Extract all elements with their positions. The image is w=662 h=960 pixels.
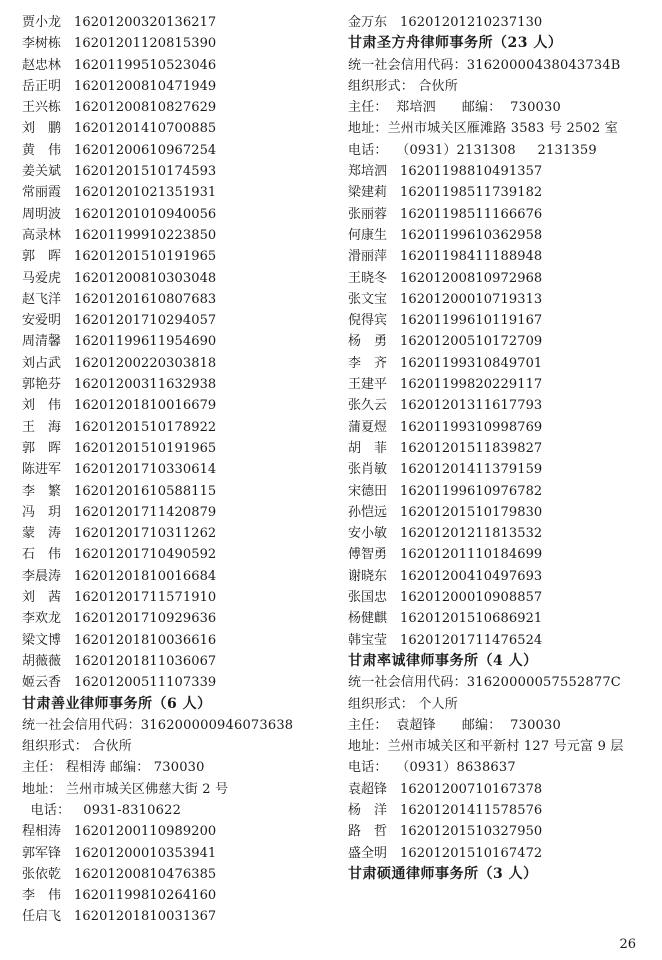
lawyer-name: 胡薇薇 xyxy=(22,653,62,669)
license-number: 16201200510172709 xyxy=(400,334,543,350)
license-number: 16201201410700885 xyxy=(74,121,217,137)
lawyer-entry xyxy=(22,353,340,374)
firm-title-shuotong: 甘肃硕通律师事务所（3 人） xyxy=(348,865,538,882)
license-number: 16201201711420879 xyxy=(74,504,217,520)
license-number: 16201201120815390 xyxy=(74,36,217,52)
lawyer-name: 周明波 xyxy=(22,206,62,222)
lawyer-entry xyxy=(348,800,648,821)
lawyer-name: 李 繁 xyxy=(22,483,62,499)
lawyer-entry xyxy=(348,481,648,502)
license-number: 16201201211813532 xyxy=(400,526,543,542)
firm-org-form: 组织形式： 合伙所 xyxy=(348,78,458,94)
lawyer-entry xyxy=(348,417,648,438)
lawyer-entry xyxy=(348,821,648,842)
lawyer-name: 郑培泗 xyxy=(348,164,388,180)
lawyer-entry xyxy=(348,331,648,352)
lawyer-list-shuaicheng xyxy=(348,779,648,864)
lawyer-entry xyxy=(22,33,340,54)
license-number: 16201199310998769 xyxy=(400,419,543,435)
lawyer-entry xyxy=(22,140,340,161)
lawyer-entry xyxy=(22,821,340,842)
license-number: 16201199610119167 xyxy=(400,313,543,329)
license-number: 16201200710167378 xyxy=(400,781,543,797)
lawyer-entry xyxy=(22,459,340,480)
lawyer-entry xyxy=(348,630,648,651)
firm-director: 主任： 程相涛 邮编： 730030 xyxy=(22,760,205,776)
license-number: 16201200311632938 xyxy=(74,377,217,393)
license-number: 16201201021351931 xyxy=(74,185,217,201)
license-number: 16201201510174593 xyxy=(74,164,217,180)
lawyer-name: 杨 勇 xyxy=(348,334,388,350)
lawyer-name: 谢晓东 xyxy=(348,568,388,584)
lawyer-name: 盛全明 xyxy=(348,845,388,861)
lawyer-name: 杨健麒 xyxy=(348,611,388,627)
right-column xyxy=(348,12,648,885)
license-number: 16201198511739182 xyxy=(400,185,543,201)
license-number: 16201201610588115 xyxy=(74,483,217,499)
lawyer-name: 岳正明 xyxy=(22,78,62,94)
lawyer-entry xyxy=(22,502,340,523)
lawyer-name: 高录林 xyxy=(22,227,62,243)
license-number: 16201201710490592 xyxy=(74,547,217,563)
lawyer-entry xyxy=(22,672,340,693)
license-number: 16201201210237130 xyxy=(400,15,543,30)
lawyer-name: 李 齐 xyxy=(348,355,388,371)
license-number: 16201200810827629 xyxy=(74,100,217,116)
left-column xyxy=(22,12,340,928)
lawyer-name: 蒙 涛 xyxy=(22,526,62,542)
lawyer-entry xyxy=(22,395,340,416)
license-number: 16201200010908857 xyxy=(400,590,543,606)
lawyer-entry xyxy=(348,246,648,267)
lawyer-entry xyxy=(22,566,340,587)
lawyer-name: 梁建莉 xyxy=(348,185,388,201)
license-number: 16201201810031367 xyxy=(74,909,217,925)
license-number: 16201198810491357 xyxy=(400,164,543,180)
firm-credit-code: 统一社会信用代码：316200000946073638 xyxy=(22,717,294,733)
license-number: 16201200810476385 xyxy=(74,866,217,882)
lawyer-entry xyxy=(22,587,340,608)
firm-org-form: 组织形式： 合伙所 xyxy=(22,739,132,755)
lawyer-name: 张丽蓉 xyxy=(348,206,388,222)
lawyer-name: 蒲夏煜 xyxy=(348,419,388,435)
lawyer-name: 袁超锋 xyxy=(348,781,388,797)
lawyer-name: 杨 洋 xyxy=(348,802,388,818)
license-number: 16201201510167472 xyxy=(400,845,543,861)
license-number: 16201200410497693 xyxy=(400,568,543,584)
lawyer-entry xyxy=(348,523,648,544)
license-number: 16201201710929636 xyxy=(74,611,217,627)
license-number: 16201201510686921 xyxy=(400,611,543,627)
firm-phone: 电话： 0931-8310622 xyxy=(22,802,182,818)
license-number: 16201199910223850 xyxy=(74,227,217,243)
license-number: 16201200110989200 xyxy=(74,824,217,840)
lawyer-entry xyxy=(348,438,648,459)
license-number: 16201201810016679 xyxy=(74,398,217,414)
lawyer-name: 郭军锋 xyxy=(22,845,62,861)
license-number: 16201201610807683 xyxy=(74,291,217,307)
lawyer-entry xyxy=(348,204,648,225)
license-number: 16201201510179830 xyxy=(400,504,543,520)
lawyer-name: 赵忠林 xyxy=(22,57,62,73)
lawyer-entry xyxy=(348,779,648,800)
lawyer-name: 姬云香 xyxy=(22,675,62,691)
lawyer-name: 王晓冬 xyxy=(348,270,388,286)
license-number: 16201200010353941 xyxy=(74,845,217,861)
license-number: 16201198511166676 xyxy=(400,206,543,222)
lawyer-entry xyxy=(348,843,648,864)
lawyer-entry xyxy=(22,12,340,33)
lawyer-name: 冯 玥 xyxy=(22,504,62,520)
lawyer-name: 张文宝 xyxy=(348,291,388,307)
firm-org-form: 组织形式： 个人所 xyxy=(348,696,458,712)
lawyer-name: 张依乾 xyxy=(22,866,62,882)
lawyer-entry xyxy=(22,118,340,139)
license-number: 16201199310849701 xyxy=(400,355,543,371)
license-number: 16201201510178922 xyxy=(74,419,217,435)
lawyer-name: 李晨涛 xyxy=(22,568,62,584)
lawyer-entry xyxy=(22,885,340,906)
lawyer-entry xyxy=(348,161,648,182)
license-number: 16201200320136217 xyxy=(74,15,217,30)
license-number: 16201200220303818 xyxy=(74,355,217,371)
license-number: 16201199610362958 xyxy=(400,227,543,243)
lawyer-entry xyxy=(22,289,340,310)
lawyer-name: 郭艳芬 xyxy=(22,377,62,393)
lawyer-entry xyxy=(22,310,340,331)
license-number: 16201201510191965 xyxy=(74,249,217,265)
lawyer-name: 李欢龙 xyxy=(22,611,62,627)
license-number: 16201199510523046 xyxy=(74,57,217,73)
lawyer-entry xyxy=(22,97,340,118)
lawyer-entry xyxy=(22,438,340,459)
lawyer-name: 赵飞洋 xyxy=(22,291,62,307)
license-number: 16201200810303048 xyxy=(74,270,217,286)
firm-phone: 电话： （0931）8638637 xyxy=(348,760,516,776)
license-number: 16201199810264160 xyxy=(74,888,217,904)
lawyer-name: 张久云 xyxy=(348,398,388,414)
lawyer-list-left-a xyxy=(22,12,340,694)
lawyer-name: 郭 晖 xyxy=(22,249,62,265)
lawyer-name: 王兴栋 xyxy=(22,100,62,116)
lawyer-entry xyxy=(348,566,648,587)
lawyer-entry xyxy=(22,523,340,544)
lawyer-name: 石 伟 xyxy=(22,547,62,563)
firm-director: 主任： 郑培泗 邮编： 730030 xyxy=(348,100,561,116)
lawyer-entry xyxy=(348,395,648,416)
lawyer-name: 滑丽萍 xyxy=(348,249,388,265)
license-number: 16201201411578576 xyxy=(400,802,543,818)
lawyer-name: 刘占武 xyxy=(22,355,62,371)
license-number: 16201201010940056 xyxy=(74,206,217,222)
lawyer-name: 张国忠 xyxy=(348,590,388,606)
lawyer-entry xyxy=(348,268,648,289)
lawyer-name: 倪得宾 xyxy=(348,313,388,329)
lawyer-name: 姜关斌 xyxy=(22,164,62,180)
lawyer-name: 贾小龙 xyxy=(22,15,62,30)
license-number: 16201200810972968 xyxy=(400,270,543,286)
lawyer-name: 马爱虎 xyxy=(22,270,62,286)
lawyer-name: 郭 晖 xyxy=(22,440,62,456)
lawyer-entry xyxy=(22,608,340,629)
license-number: 16201201711571910 xyxy=(74,590,217,606)
license-number: 16201200810471949 xyxy=(74,78,217,94)
lawyer-name: 傅智勇 xyxy=(348,547,388,563)
lawyer-name: 黄 伟 xyxy=(22,142,62,158)
license-number: 16201200010719313 xyxy=(400,291,543,307)
lawyer-entry xyxy=(348,225,648,246)
lawyer-entry xyxy=(348,289,648,310)
lawyer-entry xyxy=(348,587,648,608)
license-number: 16201200610967254 xyxy=(74,142,217,158)
firm-credit-code: 统一社会信用代码：31620000057552877C xyxy=(348,675,621,691)
license-number: 16201201411379159 xyxy=(400,462,543,478)
firm-title-shengfangzhou: 甘肃圣方舟律师事务所（23 人） xyxy=(348,35,563,52)
firm-director: 主任： 袁超锋 邮编： 730030 xyxy=(348,717,561,733)
lawyer-entry xyxy=(22,481,340,502)
lawyer-list-shengfangzhou xyxy=(348,161,648,651)
lawyer-name: 常丽霞 xyxy=(22,185,62,201)
license-number: 16201201710330614 xyxy=(74,462,217,478)
lawyer-entry xyxy=(22,182,340,203)
lawyer-name: 张肖敏 xyxy=(348,462,388,478)
lawyer-name: 刘 茜 xyxy=(22,590,62,606)
firm-address: 地址：兰州市城关区和平新村 127 号元富 9 层 xyxy=(348,739,624,755)
lawyer-name: 王建平 xyxy=(348,377,388,393)
license-number: 16201201711476524 xyxy=(400,632,543,648)
lawyer-name: 宋德田 xyxy=(348,483,388,499)
lawyer-entry xyxy=(348,374,648,395)
lawyer-name: 韩宝莹 xyxy=(348,632,388,648)
lawyer-name: 刘 伟 xyxy=(22,398,62,414)
lawyer-entry xyxy=(22,204,340,225)
license-number: 16201201311617793 xyxy=(400,398,543,414)
lawyer-entry xyxy=(22,630,340,651)
lawyer-name: 孙恺远 xyxy=(348,504,388,520)
lawyer-name: 陈进军 xyxy=(22,462,62,478)
firm-title-shuaicheng: 甘肃率诚律师事务所（4 人） xyxy=(348,652,538,669)
lawyer-name: 梁文博 xyxy=(22,632,62,648)
lawyer-entry xyxy=(348,353,648,374)
lawyer-entry xyxy=(22,331,340,352)
lawyer-entry xyxy=(348,182,648,203)
license-number: 16201201810016684 xyxy=(74,568,217,584)
lawyer-name: 金万东 xyxy=(348,15,388,30)
license-number: 16201199611954690 xyxy=(74,334,217,350)
lawyer-entry xyxy=(22,225,340,246)
lawyer-entry xyxy=(348,502,648,523)
lawyer-name: 李树栋 xyxy=(22,36,62,52)
lawyer-name: 周清馨 xyxy=(22,334,62,350)
lawyer-entry xyxy=(22,55,340,76)
lawyer-entry xyxy=(22,246,340,267)
lawyer-name: 胡 菲 xyxy=(348,440,388,456)
license-number: 16201199820229117 xyxy=(400,377,543,393)
license-number: 16201201510191965 xyxy=(74,440,217,456)
lawyer-list-right-top xyxy=(348,12,648,33)
lawyer-entry xyxy=(348,544,648,565)
license-number: 16201201110184699 xyxy=(400,547,543,563)
license-number: 16201200511107339 xyxy=(74,675,217,691)
lawyer-entry xyxy=(22,374,340,395)
lawyer-name: 任启飞 xyxy=(22,909,62,925)
firm-address: 地址： 兰州市城关区佛慈大街 2 号 xyxy=(22,781,229,797)
license-number: 16201199610976782 xyxy=(400,483,543,499)
license-number: 16201201710311262 xyxy=(74,526,217,542)
license-number: 16201201811036067 xyxy=(74,653,217,669)
firm-title-shanye: 甘肃善业律师事务所（6 人） xyxy=(22,695,212,712)
lawyer-entry xyxy=(22,161,340,182)
lawyer-name: 安爱明 xyxy=(22,313,62,329)
license-number: 16201201511839827 xyxy=(400,440,543,456)
lawyer-entry xyxy=(22,906,340,927)
lawyer-name: 程相涛 xyxy=(22,824,62,840)
lawyer-name: 李 伟 xyxy=(22,888,62,904)
firm-address: 地址：兰州市城关区雁滩路 3583 号 2502 室 xyxy=(348,121,618,137)
lawyer-entry xyxy=(22,417,340,438)
lawyer-entry xyxy=(22,544,340,565)
lawyer-entry xyxy=(22,651,340,672)
lawyer-name: 路 哲 xyxy=(348,824,388,840)
lawyer-entry xyxy=(22,268,340,289)
firm-phone: 电话： （0931）2131308 2131359 xyxy=(348,142,597,158)
lawyer-entry xyxy=(348,608,648,629)
lawyer-entry xyxy=(22,864,340,885)
page-number: 26 xyxy=(619,937,636,952)
license-number: 16201201710294057 xyxy=(74,313,217,329)
firm-credit-code: 统一社会信用代码：31620000438043734B xyxy=(348,57,621,73)
license-number: 16201201510327950 xyxy=(400,824,543,840)
license-number: 16201198411188948 xyxy=(400,249,543,265)
lawyer-name: 王 海 xyxy=(22,419,62,435)
lawyer-entry xyxy=(348,459,648,480)
lawyer-name: 刘 鹏 xyxy=(22,121,62,137)
lawyer-name: 何康生 xyxy=(348,227,388,243)
lawyer-entry xyxy=(22,843,340,864)
lawyer-name: 安小敏 xyxy=(348,526,388,542)
license-number: 16201201810036616 xyxy=(74,632,217,648)
lawyer-entry xyxy=(348,310,648,331)
lawyer-list-left-b xyxy=(22,821,340,927)
lawyer-entry xyxy=(22,76,340,97)
lawyer-entry xyxy=(348,12,648,33)
